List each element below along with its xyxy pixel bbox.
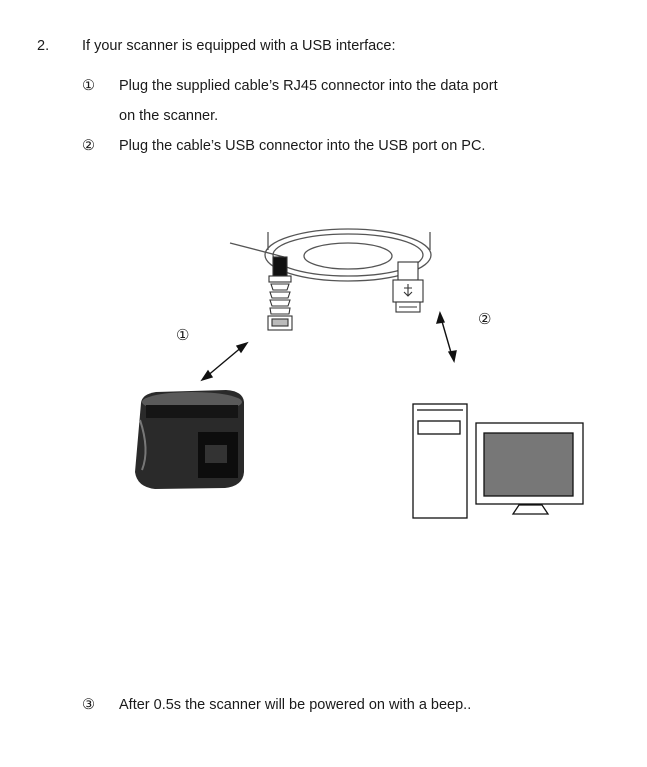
substep-1-marker: ①	[82, 78, 95, 94]
substep-1-line-1: Plug the supplied cable’s RJ45 connector into the data port	[119, 78, 498, 94]
substep-3-line-1: After 0.5s the scanner will be powered on with a beep..	[119, 697, 472, 713]
double-arrow-icon	[202, 343, 247, 380]
monitor-icon	[476, 423, 583, 514]
substep-2-marker: ②	[82, 138, 95, 154]
substep-1-line-2: on the scanner.	[119, 108, 219, 124]
barcode-scanner-base-icon	[135, 390, 244, 489]
substep-3-marker: ③	[82, 697, 95, 713]
figure-marker-1: ①	[176, 327, 190, 344]
usb-connector-icon	[393, 262, 423, 312]
double-arrow-icon	[437, 313, 456, 361]
desktop-pc-tower-icon	[413, 404, 467, 518]
substep-2-line-1: Plug the cable’s USB connector into the USB port on PC.	[119, 138, 486, 154]
figure-marker-2: ②	[478, 311, 492, 328]
step-heading: If your scanner is equipped with a USB interface:	[82, 38, 396, 54]
step-number: 2.	[37, 38, 50, 54]
